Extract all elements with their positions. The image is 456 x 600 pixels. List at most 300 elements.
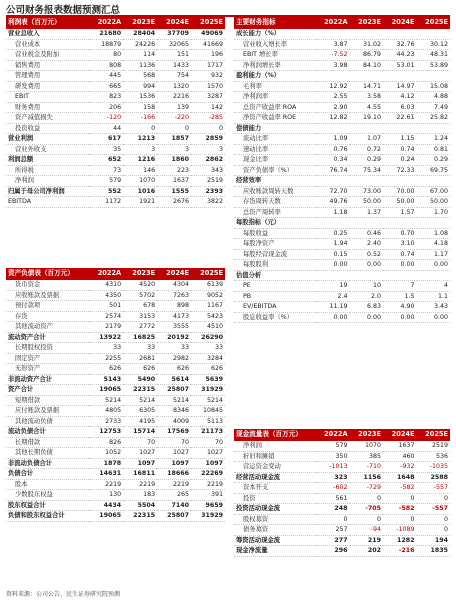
cell-value: 50.00 xyxy=(417,197,451,208)
cell-value xyxy=(383,270,416,281)
row-label: PB xyxy=(234,291,316,302)
row-label: 净资产收益率 ROE xyxy=(234,113,316,124)
cell-value: 32065 xyxy=(157,39,191,50)
row-label: 流动比率 xyxy=(234,134,316,145)
row-label: 股权募资 xyxy=(234,514,316,525)
cell-value: 31.02 xyxy=(350,39,383,50)
cell-value: 0.72 xyxy=(350,144,383,155)
row-label: 所得税 xyxy=(6,165,89,176)
cell-value: 0 xyxy=(191,123,225,134)
cell-value: 579 xyxy=(316,441,349,451)
cell-value: 146 xyxy=(123,165,157,176)
cell-value: 0 xyxy=(316,514,349,525)
cell-value: 0.00 xyxy=(316,312,349,323)
table-row xyxy=(234,60,450,71)
cell-value: 86.79 xyxy=(350,50,383,61)
row-label: 净利润 xyxy=(234,441,316,451)
cell-value: 4434 xyxy=(89,500,123,511)
cell-value: 151 xyxy=(157,50,191,61)
table-row xyxy=(6,92,225,103)
cell-value: 0.74 xyxy=(383,249,416,260)
row-label: 营业总收入 xyxy=(6,29,89,39)
cell-value: 1.57 xyxy=(383,207,416,218)
cell-value: 16825 xyxy=(123,332,157,343)
cell-value: 626 xyxy=(89,364,123,375)
balance-sheet-table xyxy=(6,268,225,522)
row-label: 营业税金及附加 xyxy=(6,50,89,61)
table-row xyxy=(234,176,450,187)
cell-value: 0.00 xyxy=(350,260,383,271)
cell-value: 70 xyxy=(157,437,191,448)
cell-value: 4805 xyxy=(89,406,123,417)
cell-value: 12.82 xyxy=(316,113,349,124)
cell-value: 37709 xyxy=(157,29,191,39)
cell-value: 6.03 xyxy=(383,102,416,113)
cell-value: 22.61 xyxy=(383,113,416,124)
cell-value: 6305 xyxy=(123,406,157,417)
cell-value: 202 xyxy=(350,546,383,557)
header-year: 2025E xyxy=(191,17,225,29)
cell-value: 0.46 xyxy=(350,228,383,239)
cell-value: 67.00 xyxy=(417,186,451,197)
cell-value: 1097 xyxy=(191,458,225,469)
cell-value: -220 xyxy=(157,113,191,124)
cell-value xyxy=(350,71,383,82)
cell-value: 12.92 xyxy=(316,81,349,92)
table-row xyxy=(6,364,225,375)
table-row xyxy=(6,134,225,145)
table-header-row xyxy=(6,17,225,29)
cell-value: 0.15 xyxy=(316,249,349,260)
cell-value: 19065 xyxy=(89,385,123,396)
row-label: EBIT 增长率 xyxy=(234,50,316,61)
table-row xyxy=(6,144,225,155)
table-row xyxy=(6,479,225,490)
table-row xyxy=(234,281,450,292)
financial-indicators-table xyxy=(234,17,450,323)
cell-value: 5504 xyxy=(123,500,157,511)
table-row xyxy=(234,249,450,260)
cell-value: 139 xyxy=(157,102,191,113)
cell-value: 0.76 xyxy=(316,144,349,155)
row-label: 股本 xyxy=(6,479,89,490)
table-row xyxy=(234,270,450,281)
cell-value: 2681 xyxy=(123,353,157,364)
cell-value: 14.97 xyxy=(383,81,416,92)
cell-value: 3.10 xyxy=(383,239,416,250)
cell-value: 0.25 xyxy=(316,228,349,239)
cell-value: 25807 xyxy=(157,511,191,522)
table-row xyxy=(6,332,225,343)
table-row xyxy=(6,490,225,501)
cell-value: -1013 xyxy=(316,462,349,473)
cell-value: 0 xyxy=(383,514,416,525)
cell-value: 1570 xyxy=(191,81,225,92)
table-row xyxy=(234,92,450,103)
table-row xyxy=(234,81,450,92)
cell-value: 0 xyxy=(350,514,383,525)
cell-value: 343 xyxy=(191,165,225,176)
cell-value: 5143 xyxy=(89,374,123,385)
table-row xyxy=(6,155,225,166)
cell-value: -166 xyxy=(123,113,157,124)
cell-value xyxy=(316,176,349,187)
cell-value: 19 xyxy=(316,281,349,292)
cell-value: 6.83 xyxy=(350,302,383,313)
header-year: 2023E xyxy=(350,429,383,441)
cell-value: 626 xyxy=(157,364,191,375)
row-label: 现金净流量 xyxy=(234,546,316,557)
row-label: 流动资产合计 xyxy=(6,332,89,343)
cell-value xyxy=(417,218,451,229)
cell-value: 0.00 xyxy=(417,312,451,323)
cell-value: 5639 xyxy=(191,374,225,385)
header-year: 2025E xyxy=(191,268,225,280)
table-row xyxy=(6,102,225,113)
cell-value: 5214 xyxy=(123,395,157,406)
cell-value: 652 xyxy=(89,155,123,166)
cell-value: 257 xyxy=(316,525,349,536)
cell-value: 4.12 xyxy=(383,92,416,103)
cell-value: 4304 xyxy=(157,280,191,290)
cell-value xyxy=(316,270,349,281)
cell-value: 536 xyxy=(417,451,451,462)
header-title: 现金流量表（百万元） xyxy=(234,429,316,441)
cell-value: 5423 xyxy=(191,311,225,322)
cell-value: 1857 xyxy=(157,134,191,145)
cell-value: 2179 xyxy=(89,322,123,333)
row-label: 现金比率 xyxy=(234,155,316,166)
cell-value xyxy=(417,71,451,82)
cell-value xyxy=(383,71,416,82)
table-row xyxy=(6,437,225,448)
table-row xyxy=(6,165,225,176)
row-label: 折旧和摊销 xyxy=(234,451,316,462)
cell-value: 69.75 xyxy=(417,165,451,176)
cell-value: 2733 xyxy=(89,416,123,427)
cell-value: 561 xyxy=(316,493,349,504)
cell-value: 24226 xyxy=(123,39,157,50)
cell-value: 2.4 xyxy=(316,291,349,302)
cell-value: 823 xyxy=(89,92,123,103)
row-label: 归属于母公司净利润 xyxy=(6,186,89,197)
row-label: 长期借款 xyxy=(6,437,89,448)
cell-value: 3284 xyxy=(191,353,225,364)
cell-value: 0 xyxy=(123,123,157,134)
cell-value: 7.49 xyxy=(417,102,451,113)
cell-value: 4.90 xyxy=(383,302,416,313)
cell-value: 0.00 xyxy=(417,260,451,271)
cell-value xyxy=(417,123,451,134)
cell-value: 1097 xyxy=(157,458,191,469)
cell-value: 2676 xyxy=(157,197,191,208)
cell-value: -94 xyxy=(350,525,383,536)
row-label: 其他流动负债 xyxy=(6,416,89,427)
cell-value: 10 xyxy=(350,281,383,292)
table-row xyxy=(6,50,225,61)
table-row xyxy=(234,186,450,197)
cell-value: 617 xyxy=(89,134,123,145)
cell-value: 1.94 xyxy=(316,239,349,250)
row-label: EBITDA xyxy=(6,197,89,208)
header-title: 资产负债表（百万元） xyxy=(6,268,89,280)
cell-value: -705 xyxy=(350,504,383,515)
cell-value: 0 xyxy=(383,493,416,504)
cell-value: -120 xyxy=(89,113,123,124)
cell-value: 35 xyxy=(89,144,123,155)
cell-value: 808 xyxy=(89,60,123,71)
cell-value: -1089 xyxy=(383,525,416,536)
cell-value: 183 xyxy=(123,490,157,501)
table-row xyxy=(234,260,450,271)
cell-value: 18666 xyxy=(157,469,191,480)
cell-value: 84.10 xyxy=(350,60,383,71)
table-row xyxy=(234,197,450,208)
row-label: 净利润 xyxy=(6,176,89,187)
cell-value: -932 xyxy=(383,462,416,473)
cell-value: 5702 xyxy=(123,290,157,301)
cell-value xyxy=(383,123,416,134)
cell-value: 21173 xyxy=(191,427,225,438)
cell-value: 1172 xyxy=(89,197,123,208)
table-row xyxy=(6,60,225,71)
cell-value: 552 xyxy=(89,186,123,197)
cell-value: 3.98 xyxy=(316,60,349,71)
table-row xyxy=(234,134,450,145)
row-label: 短期借款 xyxy=(6,395,89,406)
table-header-row xyxy=(234,17,450,29)
cell-value: 50.00 xyxy=(350,197,383,208)
cell-value: 2255 xyxy=(89,353,123,364)
row-label: 总资产收益率 ROA xyxy=(234,102,316,113)
cell-value: 5214 xyxy=(89,395,123,406)
row-label: 财务费用 xyxy=(6,102,89,113)
cell-value: 20192 xyxy=(157,332,191,343)
row-label: 其他流动资产 xyxy=(6,322,89,333)
income-statement-table xyxy=(6,17,225,208)
row-label: 每股股利 xyxy=(234,260,316,271)
cell-value: 33 xyxy=(123,343,157,354)
table-row xyxy=(234,113,450,124)
row-label: 应收账款周转天数 xyxy=(234,186,316,197)
cell-value: 1536 xyxy=(123,92,157,103)
row-label: 负债合计 xyxy=(6,469,89,480)
cell-value: 2588 xyxy=(417,472,451,483)
cell-value: 14.71 xyxy=(350,81,383,92)
cell-value: 0.24 xyxy=(383,155,416,166)
cell-value: 0 xyxy=(417,493,451,504)
table-row xyxy=(6,290,225,301)
cell-value: 1555 xyxy=(157,186,191,197)
row-label: 资产减值损失 xyxy=(6,113,89,124)
table-row xyxy=(234,71,450,82)
row-label: 资产合计 xyxy=(6,385,89,396)
cell-value: 4 xyxy=(417,281,451,292)
cell-value: 1648 xyxy=(383,472,416,483)
cell-value: 73.00 xyxy=(350,186,383,197)
cell-value xyxy=(350,29,383,39)
cell-value: 32.76 xyxy=(383,39,416,50)
cell-value: 678 xyxy=(123,301,157,312)
cell-value: 1.70 xyxy=(417,207,451,218)
table-row xyxy=(234,462,450,473)
cell-value: 28404 xyxy=(123,29,157,39)
row-label: 预付款项 xyxy=(6,301,89,312)
cell-value: 1.18 xyxy=(316,207,349,218)
cell-value: 11.19 xyxy=(316,302,349,313)
table-row xyxy=(234,123,450,134)
table-row xyxy=(6,123,225,134)
cell-value: 31929 xyxy=(191,385,225,396)
header-year: 2025E xyxy=(417,429,451,441)
cell-value: 0.70 xyxy=(383,228,416,239)
cell-value: 6139 xyxy=(191,280,225,290)
row-label: 成长能力（%） xyxy=(234,29,316,39)
cell-value: 5614 xyxy=(157,374,191,385)
header-year: 2024E xyxy=(157,268,191,280)
row-label: 存货 xyxy=(6,311,89,322)
table-row xyxy=(6,301,225,312)
row-label: 营运资金变动 xyxy=(234,462,316,473)
cell-value xyxy=(350,270,383,281)
cell-value: 26290 xyxy=(191,332,225,343)
cell-value: 0.00 xyxy=(383,260,416,271)
cell-value: 4173 xyxy=(157,311,191,322)
row-label: 负债和股东权益合计 xyxy=(6,511,89,522)
table-row xyxy=(234,312,450,323)
cell-value: 18879 xyxy=(89,39,123,50)
header-year: 2024E xyxy=(157,17,191,29)
cell-value: 196 xyxy=(191,50,225,61)
cell-value: 1070 xyxy=(123,176,157,187)
row-label: 偿债能力 xyxy=(234,123,316,134)
cell-value: 391 xyxy=(191,490,225,501)
cell-value: 75.34 xyxy=(350,165,383,176)
header-year: 2022A xyxy=(89,17,123,29)
cell-value: 16811 xyxy=(123,469,157,480)
cell-value: 665 xyxy=(89,81,123,92)
cell-value: 323 xyxy=(316,472,349,483)
row-label: 毛利率 xyxy=(234,81,316,92)
cell-value: 568 xyxy=(123,71,157,82)
cell-value: 0.34 xyxy=(316,155,349,166)
table-row xyxy=(6,406,225,417)
row-label: 投资 xyxy=(234,493,316,504)
table-row xyxy=(234,102,450,113)
cell-value: 1016 xyxy=(123,186,157,197)
cell-value: 2862 xyxy=(191,155,225,166)
cell-value xyxy=(417,270,451,281)
cell-value: 4510 xyxy=(191,322,225,333)
table-row xyxy=(6,113,225,124)
cell-value: 44.23 xyxy=(383,50,416,61)
cell-value: 1052 xyxy=(89,448,123,459)
row-label: 每股指标（元） xyxy=(234,218,316,229)
cell-value: 350 xyxy=(316,451,349,462)
table-row xyxy=(234,207,450,218)
table-row xyxy=(6,416,225,427)
cell-value: 1717 xyxy=(191,60,225,71)
cell-value: 158 xyxy=(123,102,157,113)
cell-value: 2216 xyxy=(157,92,191,103)
table-row xyxy=(234,29,450,39)
row-label: 投资收益 xyxy=(6,123,89,134)
cell-value: 70 xyxy=(191,437,225,448)
table-row xyxy=(234,39,450,50)
cell-value: 994 xyxy=(123,81,157,92)
cell-value: 4350 xyxy=(89,290,123,301)
cell-value: 8346 xyxy=(157,406,191,417)
cell-value: 0 xyxy=(417,514,451,525)
cell-value xyxy=(316,29,349,39)
cell-value: 460 xyxy=(383,451,416,462)
header-year: 2023E xyxy=(123,268,157,280)
cell-value: 2.0 xyxy=(350,291,383,302)
cell-value: 1.09 xyxy=(316,134,349,145)
cell-value: 1156 xyxy=(350,472,383,483)
table-row xyxy=(234,239,450,250)
table-row xyxy=(6,427,225,438)
cell-value: 50.00 xyxy=(383,197,416,208)
row-label: 应付账款及票据 xyxy=(6,406,89,417)
cell-value: 13922 xyxy=(89,332,123,343)
row-label: 投资活动现金流 xyxy=(234,504,316,515)
table-row xyxy=(6,395,225,406)
row-label: 股东权益合计 xyxy=(6,500,89,511)
cell-value: 5490 xyxy=(123,374,157,385)
cell-value: -285 xyxy=(191,113,225,124)
cell-value: 70 xyxy=(123,437,157,448)
cell-value: 1.07 xyxy=(350,134,383,145)
cell-value: 1070 xyxy=(350,441,383,451)
cell-value: 2.40 xyxy=(350,239,383,250)
cell-value: 3.43 xyxy=(417,302,451,313)
cell-value: 265 xyxy=(157,490,191,501)
cell-value: 1.1 xyxy=(417,291,451,302)
cell-value: 579 xyxy=(89,176,123,187)
cell-value xyxy=(350,123,383,134)
cell-value: 1213 xyxy=(123,134,157,145)
cell-value xyxy=(350,218,383,229)
row-label: 资本开支 xyxy=(234,483,316,494)
row-label: 每股收益 xyxy=(234,228,316,239)
row-label: 净利润增长率 xyxy=(234,60,316,71)
table-row xyxy=(6,353,225,364)
cell-value: 4195 xyxy=(123,416,157,427)
cell-value: 0 xyxy=(417,525,451,536)
cell-value: 48.31 xyxy=(417,50,451,61)
cell-value: 1921 xyxy=(123,197,157,208)
table-row xyxy=(6,29,225,39)
row-label: 筹资活动现金流 xyxy=(234,535,316,546)
table-row xyxy=(234,218,450,229)
row-label: 营业成本 xyxy=(6,39,89,50)
row-label: 营业外收支 xyxy=(6,144,89,155)
header-year: 2022A xyxy=(316,17,349,29)
row-label: 流动负债合计 xyxy=(6,427,89,438)
cell-value: 73 xyxy=(89,165,123,176)
row-label: 应收账款及票据 xyxy=(6,290,89,301)
cell-value: 12753 xyxy=(89,427,123,438)
cell-value: 53.01 xyxy=(383,60,416,71)
cell-value: 194 xyxy=(417,535,451,546)
table-row xyxy=(234,525,450,536)
cell-value: 15.08 xyxy=(417,81,451,92)
cell-value: 0.52 xyxy=(350,249,383,260)
row-label: EV/EBITDA xyxy=(234,302,316,313)
cell-value: 21680 xyxy=(89,29,123,39)
cell-value: 898 xyxy=(157,301,191,312)
